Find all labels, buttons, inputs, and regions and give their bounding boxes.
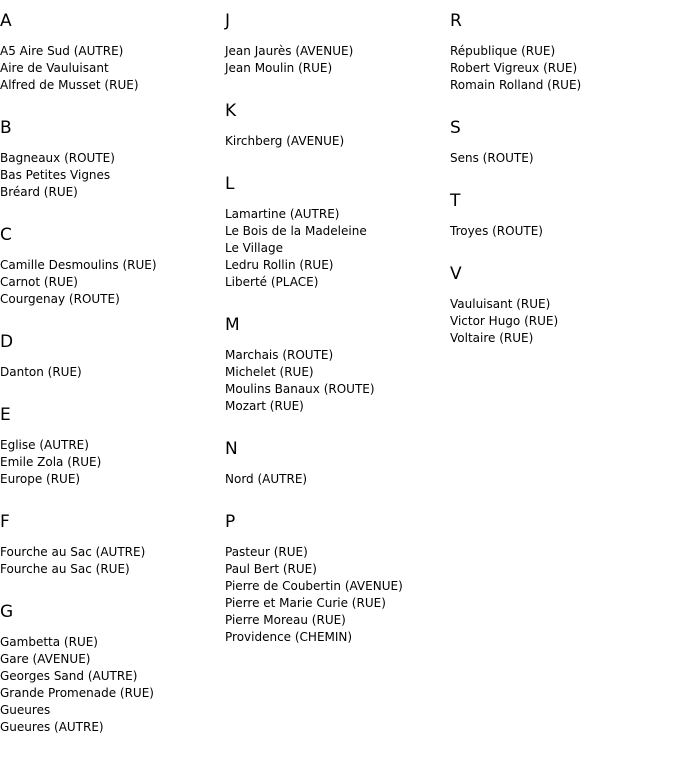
street-list-item: Aire de Vauluisant [0,61,109,75]
street-list [225,206,445,291]
letter-heading: M [225,315,240,335]
street-list-item: Jean Moulin (RUE) [225,61,333,75]
street-list [0,364,220,381]
street-list-item: Marchais (ROUTE) [225,348,334,362]
street-list [0,257,220,308]
street-list-item: Vauluisant (RUE) [450,297,551,311]
street-list-item: A5 Aire Sud (AUTRE) [0,44,124,58]
letter-group-p [225,511,445,646]
street-list-item: Fourche au Sac (RUE) [0,562,130,576]
street-list [0,437,220,488]
letter-heading: G [0,602,14,622]
letter-heading: R [450,11,462,31]
street-list-item: Carnot (RUE) [0,275,78,289]
street-list-item: Le Village [225,241,283,255]
letter-heading: F [0,512,10,532]
letter-heading: N [225,439,238,459]
street-list-item: Kirchberg (AVENUE) [225,134,345,148]
street-list-item: Voltaire (RUE) [450,331,534,345]
street-list-item: Gueures (AUTRE) [0,720,104,734]
street-list-item: Sens (ROUTE) [450,151,534,165]
street-list-item: Bas Petites Vignes [0,168,111,182]
street-list [225,133,445,150]
street-list-item: Paul Bert (RUE) [225,562,317,576]
index-column-1 [0,10,220,759]
street-list-item: Emile Zola (RUE) [0,455,102,469]
letter-group-s [450,117,670,167]
street-list-item: Bagneaux (ROUTE) [0,151,115,165]
street-list-item: Pierre de Coubertin (AVENUE) [225,579,403,593]
street-list-item: Providence (CHEMIN) [225,630,353,644]
letter-group-k [225,100,445,150]
letter-heading: P [225,512,236,532]
street-list-item: Alfred de Musset (RUE) [0,78,139,92]
letter-heading: D [0,332,14,352]
letter-group-l [225,173,445,291]
street-list [450,43,670,94]
street-list-item: Fourche au Sac (AUTRE) [0,545,146,559]
street-list-item: Liberté (PLACE) [225,275,319,289]
street-list-item: Courgenay (ROUTE) [0,292,120,306]
street-list [225,471,445,488]
letter-group-v [450,263,670,347]
street-list-item: Gambetta (RUE) [0,635,98,649]
street-list-item: Troyes (ROUTE) [450,224,543,238]
letter-group-n [225,438,445,488]
street-list-item: Europe (RUE) [0,472,81,486]
street-list-item: Gueures [0,703,51,717]
letter-group-m [225,314,445,415]
street-list-item: Lamartine (AUTRE) [225,207,340,221]
letter-group-j [225,10,445,77]
letter-heading: V [450,264,462,284]
letter-group-a [0,10,220,94]
street-list-item: Robert Vigreux (RUE) [450,61,578,75]
street-list-item: Gare (AVENUE) [0,652,91,666]
letter-group-r [450,10,670,94]
street-list-item: Moulins Banaux (ROUTE) [225,382,375,396]
street-list [0,150,220,201]
letter-group-e [0,404,220,488]
street-list-item: Michelet (RUE) [225,365,314,379]
street-list-item: Grande Promenade (RUE) [0,686,154,700]
street-list [225,43,445,77]
letter-heading: B [0,118,12,138]
street-list [450,296,670,347]
street-list-item: Nord (AUTRE) [225,472,308,486]
street-list [0,634,220,736]
street-list [0,43,220,94]
letter-heading: E [0,405,11,425]
street-list-item: Pierre Moreau (RUE) [225,613,346,627]
letter-heading: L [225,174,235,194]
street-list-item: République (RUE) [450,44,556,58]
letter-group-b [0,117,220,201]
street-list-item: Victor Hugo (RUE) [450,314,559,328]
street-list [225,347,445,415]
letter-group-c [0,224,220,308]
street-list-item: Pasteur (RUE) [225,545,308,559]
street-list-item: Ledru Rollin (RUE) [225,258,334,272]
letter-group-g [0,601,220,736]
street-list [0,544,220,578]
letter-group-f [0,511,220,578]
street-list-item: Pierre et Marie Curie (RUE) [225,596,386,610]
letter-heading: K [225,101,237,121]
street-list-item: Mozart (RUE) [225,399,304,413]
street-list-item: Romain Rolland (RUE) [450,78,582,92]
letter-heading: T [450,191,461,211]
index-column-2 [225,10,445,669]
street-list [225,544,445,646]
street-list-item: Bréard (RUE) [0,185,78,199]
street-list [450,150,670,167]
letter-group-t [450,190,670,240]
index-column-3 [450,10,670,370]
letter-heading: J [225,11,231,31]
letter-group-d [0,331,220,381]
street-list-item: Camille Desmoulins (RUE) [0,258,157,272]
letter-heading: S [450,118,461,138]
street-list-item: Eglise (AUTRE) [0,438,89,452]
letter-heading: C [0,225,12,245]
street-list-item: Danton (RUE) [0,365,82,379]
street-list-item: Le Bois de la Madeleine [225,224,367,238]
street-list [450,223,670,240]
letter-heading: A [0,11,12,31]
street-list-item: Georges Sand (AUTRE) [0,669,138,683]
street-list-item: Jean Jaurès (AVENUE) [225,44,354,58]
